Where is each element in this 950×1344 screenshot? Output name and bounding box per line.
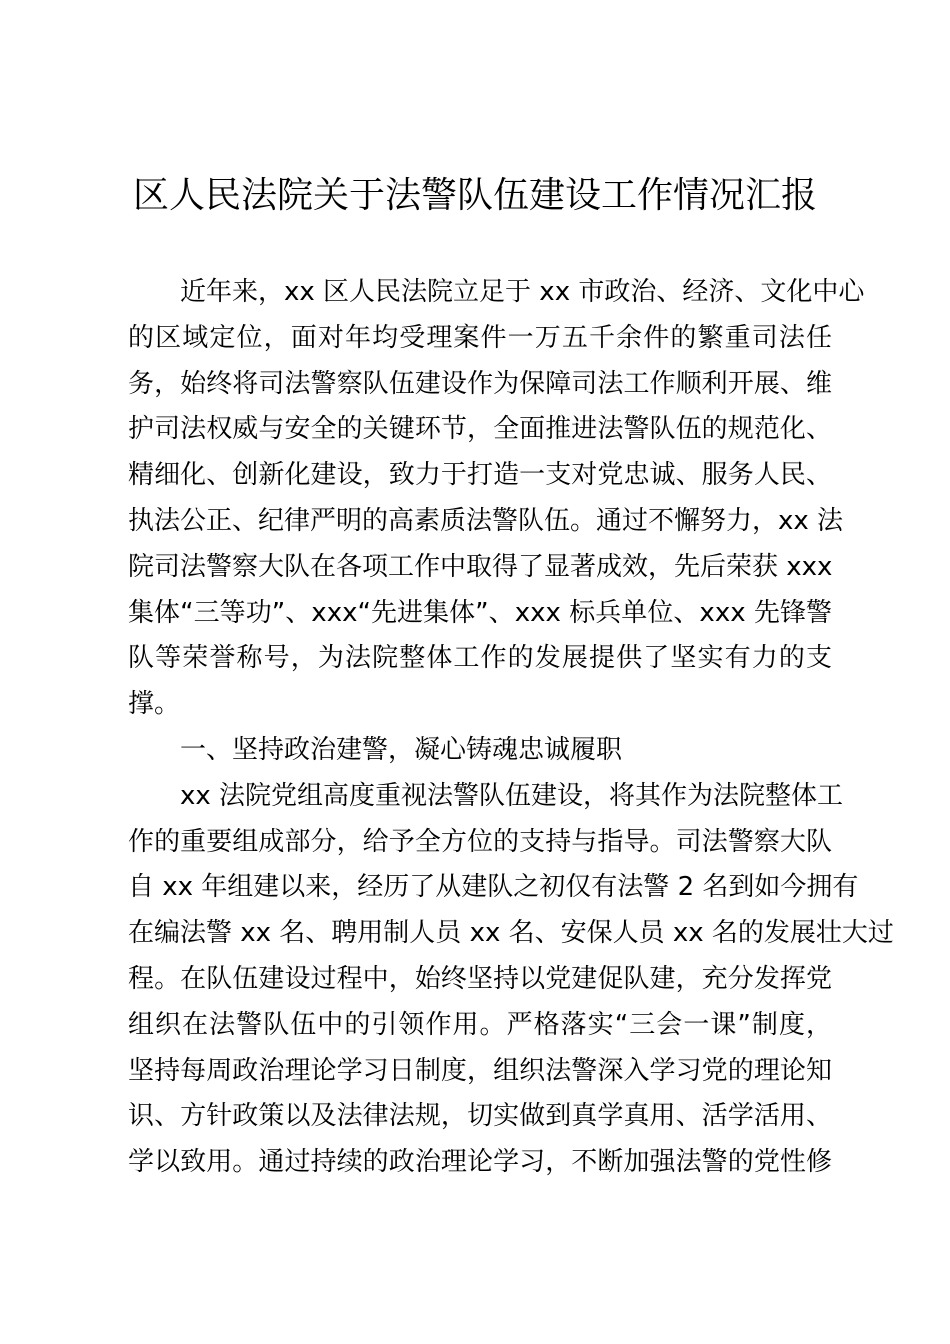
- paragraph-line: 精细化、创新化建设，致力于打造一支对党忠诚、服务人民、: [128, 460, 832, 491]
- paragraph-line: 在编法警 xx 名、聘用制人员 xx 名、安保人员 xx 名的发展壮大过: [128, 918, 894, 949]
- paragraph-line: 集体“三等功”、xxx“先进集体”、xxx 标兵单位、xxx 先锋警: [128, 597, 832, 628]
- document-body: [128, 270, 894, 1186]
- paragraph-line: 识、方针政策以及法律法规，切实做到真学真用、活学活用、: [128, 1101, 832, 1132]
- paragraph-line: 务，始终将司法警察队伍建设作为保障司法工作顺利开展、维: [128, 368, 832, 399]
- paragraph-line: 近年来，xx 区人民法院立足于 xx 市政治、经济、文化中心: [180, 277, 865, 307]
- paragraph-line: xx 法院党组高度重视法警队伍建设，将其作为法院整体工: [180, 780, 844, 811]
- paragraph-line: 自 xx 年组建以来，经历了从建队之初仅有法警 2 名到如今拥有: [128, 872, 859, 903]
- paragraph-line: 组织在法警队伍中的引领作用。严格落实“三会一课”制度，: [128, 1009, 832, 1040]
- paragraph-line: 护司法权威与安全的关键环节，全面推进法警队伍的规范化、: [128, 414, 832, 445]
- paragraph-line: 院司法警察大队在各项工作中取得了显著成效，先后荣获 xxx: [128, 551, 833, 582]
- paragraph-line: 作的重要组成部分，给予全方位的支持与指导。司法警察大队: [128, 826, 832, 857]
- paragraph-line: 队等荣誉称号，为法院整体工作的发展提供了坚实有力的支: [128, 643, 832, 674]
- paragraph-line: 的区域定位，面对年均受理案件一万五千余件的繁重司法任: [128, 322, 832, 353]
- paragraph-line: 撑。: [128, 689, 181, 720]
- paragraph-line: 执法公正、纪律严明的高素质法警队伍。通过不懈努力，xx 法: [128, 505, 844, 536]
- document-title: 区人民法院关于法警队伍建设工作情况汇报: [132, 175, 817, 216]
- paragraph-line: 学以致用。通过持续的政治理论学习，不断加强法警的党性修: [128, 1147, 832, 1178]
- section-heading: 一、坚持政治建警，凝心铸魂忠诚履职: [180, 734, 623, 765]
- paragraph-line: 程。在队伍建设过程中，始终坚持以党建促队建，充分发挥党: [128, 963, 832, 994]
- paragraph-line: 坚持每周政治理论学习日制度，组织法警深入学习党的理论知: [128, 1055, 832, 1086]
